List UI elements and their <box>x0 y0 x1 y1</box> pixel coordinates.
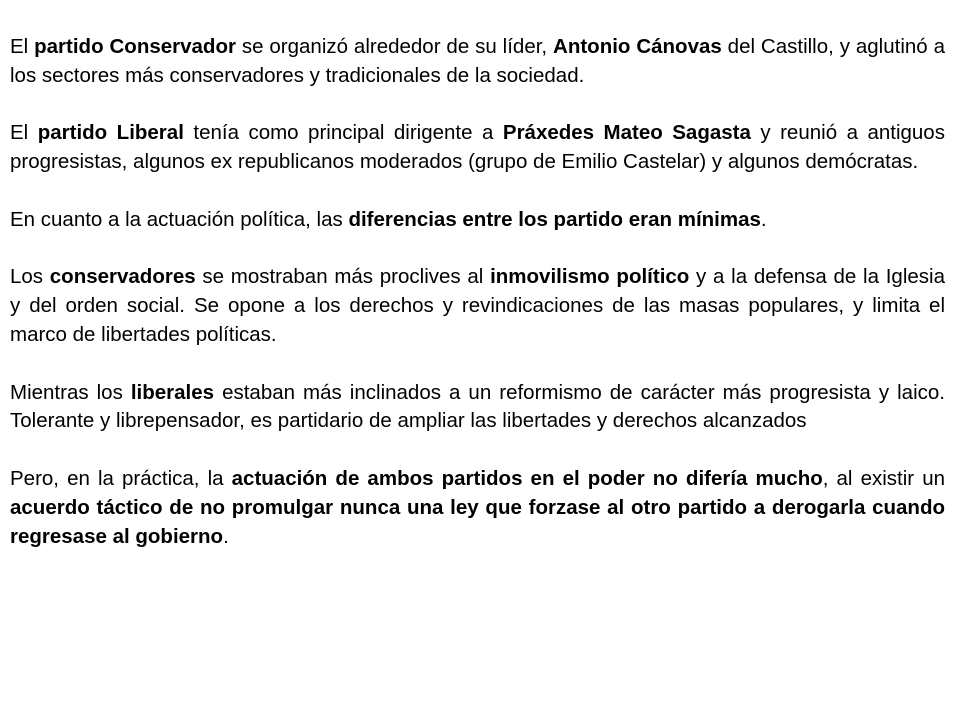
paragraph-liberales <box>10 379 945 437</box>
text-segment: del Castillo, y aglutinó a los sectores más conservadores y tradicionales de la sociedad. <box>10 35 945 87</box>
bold-term-antonio-canovas: Antonio Cánovas <box>553 35 722 58</box>
text-segment: Pero, en la práctica, la <box>10 466 232 490</box>
text-segment: El <box>10 121 38 145</box>
paragraph-actuacion-politica <box>10 206 945 235</box>
text-segment: estaban más inclinados a un reformismo de carácter más progresista y laico. Tolerante y librepensador, es partidario de ampliar las libertades y derechos alcanzados <box>10 380 945 433</box>
bold-term-inmovilismo-politico: inmovilismo político <box>490 265 690 289</box>
bold-term-actuacion-ambos-partidos: actuación de ambos partidos en el poder no difería mucho <box>231 466 823 490</box>
text-segment: , al existir un <box>822 466 946 490</box>
text-segment: se organizó alrededor de su líder, <box>235 35 554 58</box>
bold-term-praxedes-sagasta: Práxedes Mateo Sagasta <box>502 121 751 145</box>
text-segment: tenía como principal dirigente a <box>183 121 503 145</box>
text-segment: y reunió a antiguos progresistas, algunos ex republicanos moderados (grupo de Emilio Castelar) y algunos demócratas. <box>10 121 945 174</box>
bold-term-liberales: liberales <box>130 380 215 404</box>
bold-term-partido-conservador: partido Conservador <box>34 35 236 58</box>
text-segment: El <box>10 35 35 58</box>
bold-term-diferencias-minimas: diferencias entre los partido eran mínimas <box>348 207 761 231</box>
text-segment: . <box>223 524 229 548</box>
text-segment: y a la defensa de la Iglesia y del orden social. Se opone a los derechos y revindicaciones de las masas populares, y limita el marco de libertades políticas. <box>10 265 945 346</box>
paragraph-partido-conservador <box>10 33 945 91</box>
bold-term-conservadores: conservadores <box>49 265 196 289</box>
text-segment: . <box>760 207 767 231</box>
text-segment: se mostraban más proclives al <box>195 265 491 289</box>
bold-term-partido-liberal: partido Liberal <box>37 121 184 145</box>
paragraph-conservadores <box>10 263 945 349</box>
bold-term-acuerdo-tactico: acuerdo táctico de no promulgar nunca una ley que forzase al otro partido a derogarla cuando regresase al gobierno <box>10 495 945 548</box>
text-segment: Los <box>10 265 50 289</box>
slide-text-body <box>10 33 945 551</box>
paragraph-practica <box>10 465 945 551</box>
text-segment: Mientras los <box>10 380 131 404</box>
text-segment: En cuanto a la actuación política, las <box>10 207 349 231</box>
paragraph-partido-liberal <box>10 119 945 177</box>
